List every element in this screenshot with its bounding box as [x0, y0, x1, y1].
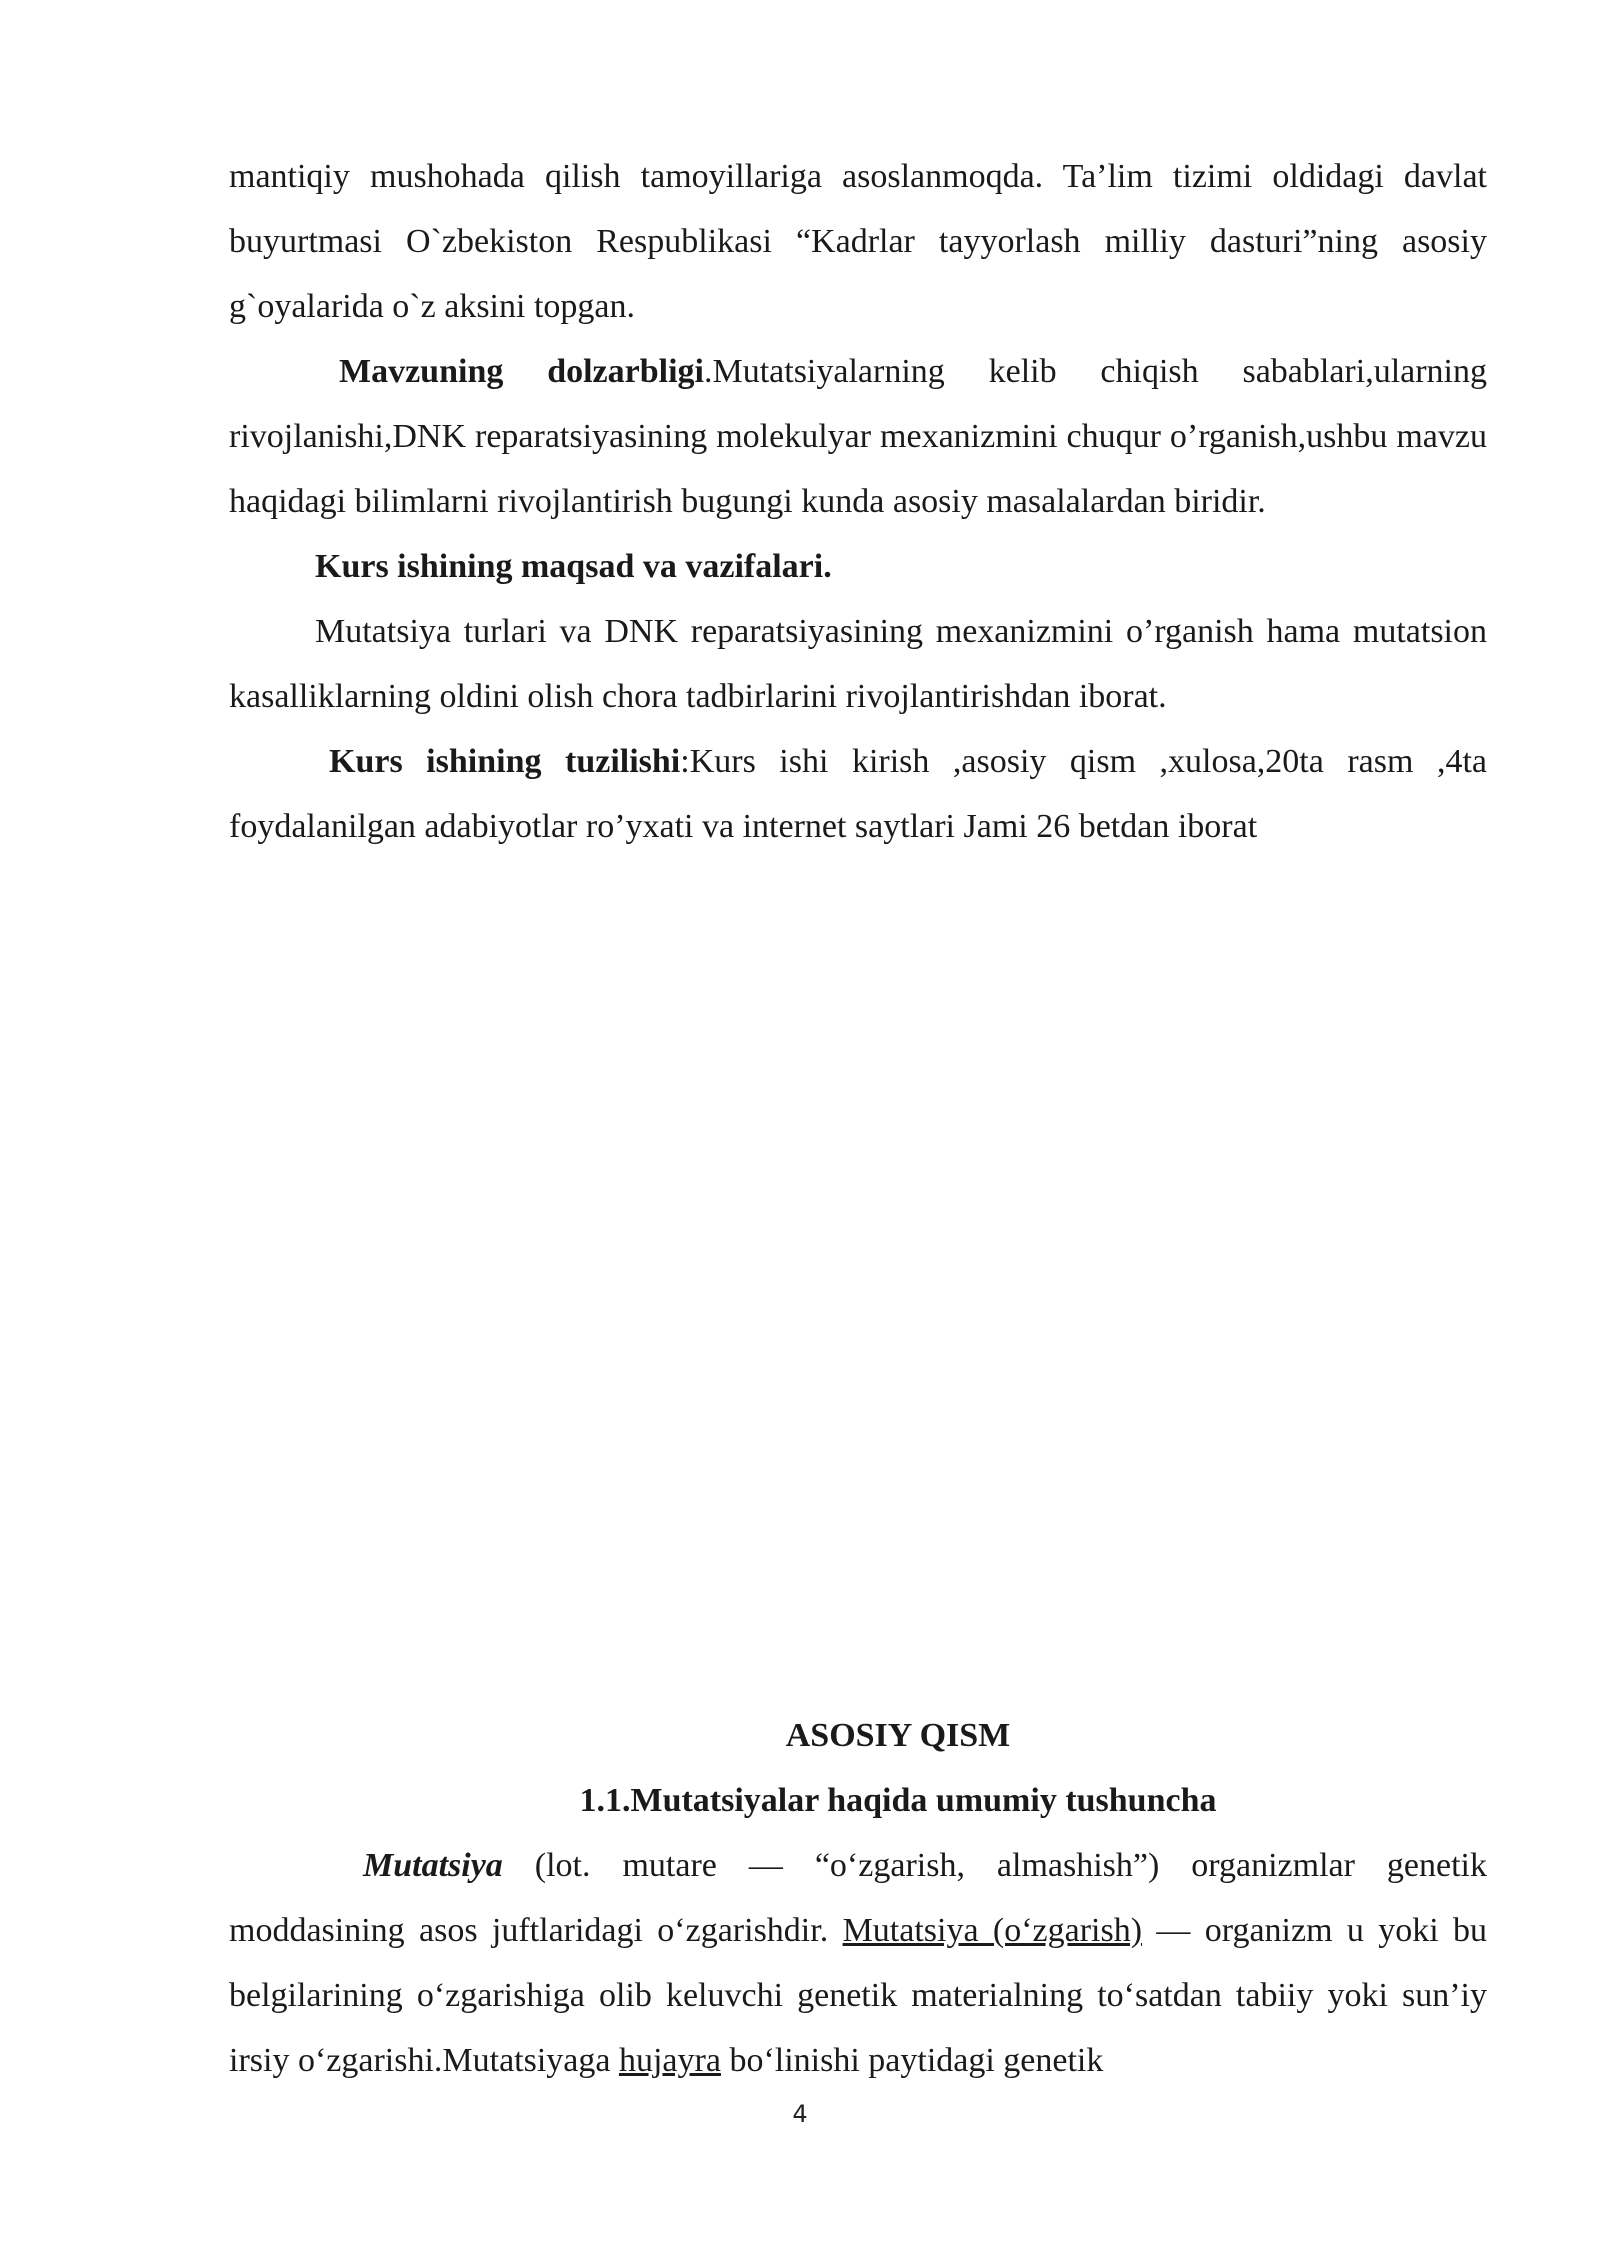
goals-heading	[229, 534, 1487, 599]
page-number: 4	[792, 2100, 808, 2128]
goals-heading-text: Kurs ishining maqsad va vazifalari.	[315, 548, 832, 585]
intro-paragraph: mantiqiy mushohada qilish tamoyillariga asoslanmoqda. Ta’lim tizimi oldidagi davlat buyurtmasi O`zbekiston Respublikasi “Kadrlar tayyorlash milliy dasturi”ning asosiy g`oyalarida o`z aksini topgan.	[229, 158, 1487, 325]
definition-paragraph	[229, 1833, 1487, 2093]
relevance-label: Mavzuning dolzarbligi	[339, 353, 704, 390]
definition-text-1: (lot. mutare — “oʻzgarish, almashish”) organizmlar genetik moddasining asos juftlaridagi oʻzgarishdir.	[229, 1847, 1487, 1949]
structure-text: :Kurs ishi kirish ,asosiy qism ,xulosa,20ta rasm ,4ta foydalanilgan adabiyotlar ro’yxati va internet saytlari Jami 26 betdan iborat	[229, 743, 1487, 845]
intro-section	[229, 144, 1487, 859]
term-mutatsiya: Mutatsiya	[363, 1847, 503, 1884]
subsection-heading: 1.1.Mutatsiyalar haqida umumiy tushuncha	[579, 1782, 1217, 1819]
structure-label: Kurs ishining tuzilishi	[329, 743, 681, 780]
link-hujayra[interactable]: hujayra	[618, 2042, 721, 2079]
section-heading: ASOSIY QISM	[785, 1717, 1011, 1754]
structure-paragraph	[229, 729, 1487, 859]
relevance-text: .Mutatsiyalarning kelib chiqish sabablari,ularning rivojlanishi,DNK reparatsiyasining molekulyar mexanizmini chuqur o’rganish,ushbu mavzu haqidagi bilimlarni rivojlantirish bugungi kunda asosiy masalalardan biridir.	[229, 353, 1488, 520]
definition-text-2: — organizm u yoki bu belgilarining oʻzgarishiga olib keluvchi genetik materialning toʻsatdan tabiiy yoki sun’iy irsiy oʻzgarishi.Mutatsiyaga	[229, 1912, 1488, 2079]
goals-paragraph: Mutatsiya turlari va DNK reparatsiyasining mexanizmini o’rganish hama mutatsion kasalliklarning oldini olish chora tadbirlarini rivojlantirishdan iborat.	[229, 613, 1487, 715]
link-mutatsiya[interactable]: Mutatsiya (oʻzgarish)	[842, 1912, 1143, 1949]
definition-text-3: boʻlinishi paytidagi genetik	[720, 2042, 1104, 2079]
main-section	[229, 1833, 1487, 2093]
relevance-paragraph	[229, 339, 1487, 534]
